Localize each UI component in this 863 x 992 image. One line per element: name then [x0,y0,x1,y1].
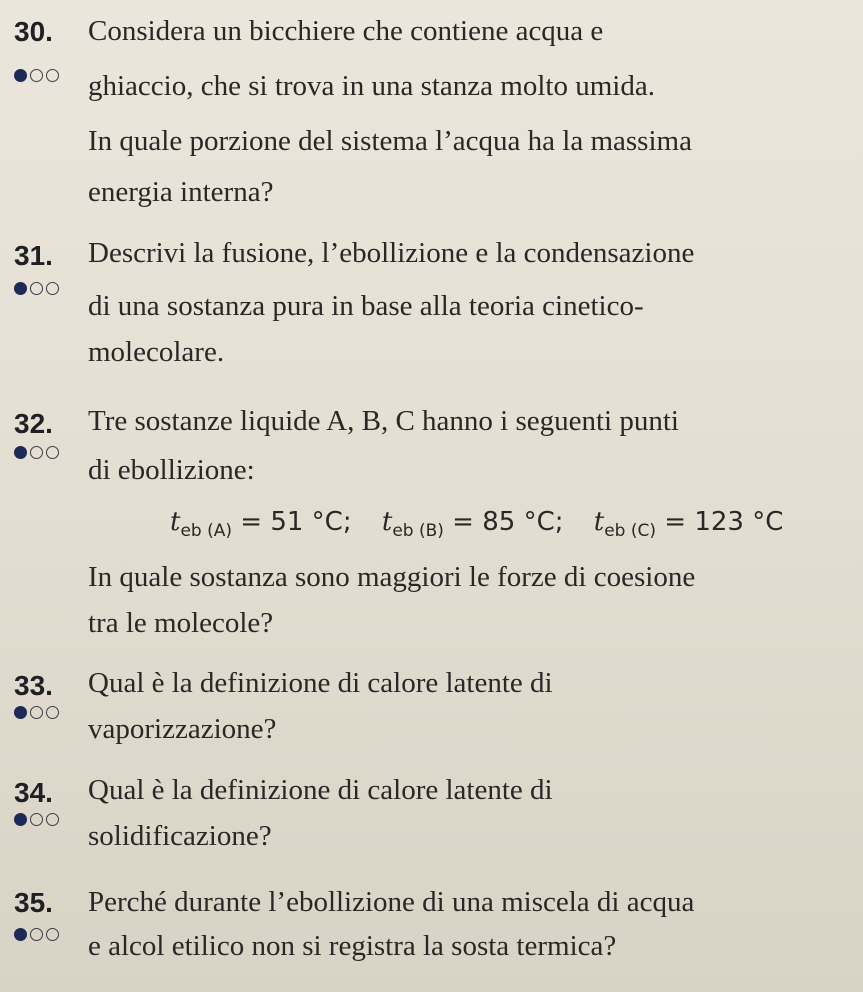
difficulty-dot-filled [14,706,27,719]
question-text-line: di una sostanza pura in base alla teoria cinetico- [88,290,644,322]
question-number: 31. [14,240,53,271]
question-text-line: In quale sostanza sono maggiori le forze di coesione [88,561,696,593]
question-text-line: molecolare. [88,336,225,368]
difficulty-dot-empty [30,282,43,295]
difficulty-dots [14,706,59,719]
question-text-line: ghiaccio, che si trova in una stanza molto umida. [88,70,655,102]
difficulty-dots [14,813,59,826]
question-text-line: tra le molecole? [88,607,274,639]
difficulty-dot-empty [30,813,43,826]
difficulty-dot-filled [14,813,27,826]
question-text-line: Considera un bicchiere che contiene acqua e [88,15,604,47]
question-number: 32. [14,408,53,439]
difficulty-dots [14,928,59,941]
question-text-line: Tre sostanze liquide A, B, C hanno i seguenti punti [88,405,679,437]
difficulty-dot-empty [46,282,59,295]
difficulty-dot-empty [30,69,43,82]
difficulty-dot-filled [14,69,27,82]
boiling-points-formula [170,505,783,548]
question-text-line: In quale porzione del sistema l’acqua ha la massima [88,125,692,157]
boiling-point-c: $t_{eb (C)} = 123$ °C [593,507,784,542]
difficulty-dot-empty [30,706,43,719]
boiling-point-b: $t_{eb (B)} = 85$ °C; [381,507,564,542]
difficulty-dot-filled [14,928,27,941]
question-text-line: Qual è la definizione di calore latente di [88,667,553,699]
question-text-line: di ebollizione: [88,454,255,486]
question-text-line: energia interna? [88,176,274,208]
difficulty-dot-empty [30,446,43,459]
question-number: 30. [14,16,53,47]
difficulty-dot-empty [46,69,59,82]
question-number: 33. [14,670,53,701]
difficulty-dot-empty [46,928,59,941]
question-number: 35. [14,887,53,918]
difficulty-dot-filled [14,282,27,295]
difficulty-dot-filled [14,446,27,459]
question-text-line: Qual è la definizione di calore latente di [88,774,553,806]
question-text-line: Perché durante l’ebollizione di una miscela di acqua [88,886,695,918]
difficulty-dots [14,446,59,459]
difficulty-dot-empty [46,706,59,719]
difficulty-dots [14,282,59,295]
difficulty-dots [14,69,59,82]
question-text-line: solidificazione? [88,820,272,852]
boiling-point-a: $t_{eb (A)} = 51$ °C; [170,507,352,542]
difficulty-dot-empty [46,446,59,459]
question-text-line: e alcol etilico non si registra la sosta termica? [88,930,617,962]
question-text-line: vaporizzazione? [88,713,277,745]
difficulty-dot-empty [46,813,59,826]
question-number: 34. [14,777,53,808]
question-text-line: Descrivi la fusione, l’ebollizione e la condensazione [88,237,695,269]
difficulty-dot-empty [30,928,43,941]
